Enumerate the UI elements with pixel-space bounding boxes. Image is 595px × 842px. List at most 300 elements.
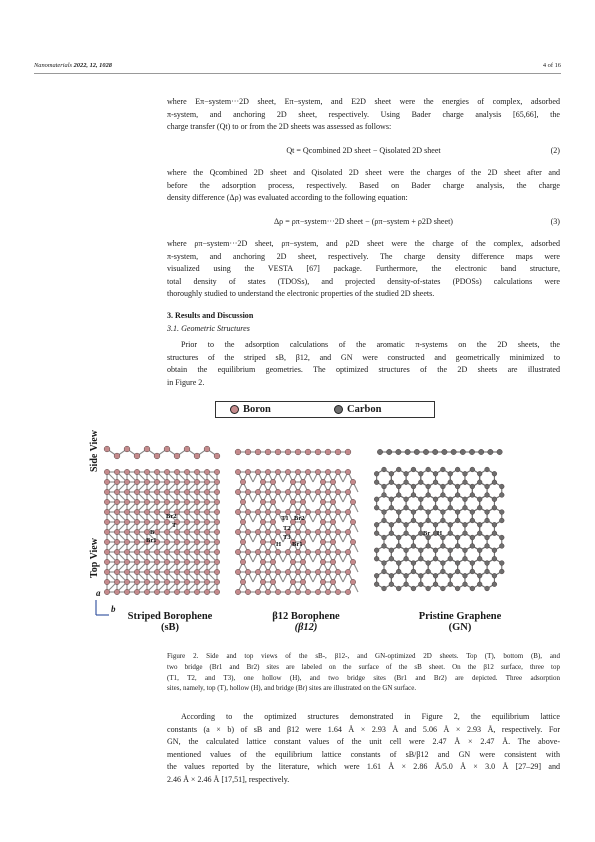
carbon-atom	[426, 493, 431, 498]
caption-line: sites, namely, top (T), hollow (H), and bridge (Br) sites are illustrated on the GN surface.	[167, 684, 417, 693]
boron-atom	[335, 549, 340, 554]
carbon-atom	[470, 484, 475, 489]
boron-atom	[214, 469, 219, 474]
boron-atom	[255, 469, 260, 474]
carbon-atom	[411, 535, 416, 540]
boron-atom	[114, 539, 119, 544]
boron-atom	[104, 479, 109, 484]
boron-atom	[204, 479, 209, 484]
figure-2	[80, 398, 565, 648]
carbon-atom	[377, 449, 382, 454]
text-line: density difference (Δρ) was evaluated according to the following equation:	[167, 193, 408, 203]
boron-atom	[325, 489, 330, 494]
carbon-atom	[418, 471, 423, 476]
carbon-atom	[477, 497, 482, 502]
boron-atom	[235, 529, 240, 534]
boron-atom	[320, 499, 325, 504]
boron-atom	[245, 549, 250, 554]
boron-atom	[174, 589, 179, 594]
boron-atom	[174, 489, 179, 494]
boron-atom	[194, 453, 200, 459]
boron-atom	[124, 479, 129, 484]
carbon-atom	[455, 586, 460, 591]
legend-item-boron	[230, 404, 271, 415]
boron-atom	[335, 449, 341, 455]
text-line: structures of the striped sB, β12, and GN were constructed and geometrically minimized to	[167, 352, 560, 362]
carbon-atom	[477, 573, 482, 578]
carbon-atom	[433, 573, 438, 578]
site-label: Br	[423, 530, 431, 537]
carbon-atom	[455, 544, 460, 549]
boron-atom	[245, 449, 251, 455]
boron-atom	[214, 579, 219, 584]
boron-atom	[300, 559, 305, 564]
text-line: constants (a × b) of sB and β12 were 1.64 Å × 2.93 Å and 5.06 Å × 2.93 Å, respectively. For	[167, 724, 560, 734]
carbon-atom	[382, 493, 387, 498]
text-line: GN, the calculated lattice constant values of the unit cell were 2.47 Å × 2.47 Å. The above-	[167, 737, 560, 747]
text-line: thoroughly studied to understand the electronic properties of the studied 2D sheets.	[167, 289, 435, 299]
boron-atom	[330, 539, 335, 544]
carbon-atom	[492, 556, 497, 561]
boron-atom	[350, 579, 355, 584]
carbon-atom	[440, 586, 445, 591]
boron-atom	[204, 549, 209, 554]
carbon-atom	[455, 484, 460, 489]
carbon-atom	[389, 522, 394, 527]
boron-atom	[270, 559, 275, 564]
boron-atom	[345, 449, 351, 455]
equation-2	[167, 146, 560, 158]
carbon-atom	[448, 548, 453, 553]
carbon-atom	[426, 586, 431, 591]
carbon-atom	[463, 497, 468, 502]
boron-atom	[204, 559, 209, 564]
carbon-atom	[470, 586, 475, 591]
text-line: where Eπ−system···2D sheet, Eπ−system, and E2D sheet were the energies of complex, adsorbed	[167, 97, 560, 106]
boron-atom	[305, 469, 310, 474]
boron-atom	[305, 509, 310, 514]
carbon-atom	[374, 471, 379, 476]
boron-atom	[290, 559, 295, 564]
boron-atom	[114, 509, 119, 514]
boron-atom	[204, 446, 210, 452]
carbon-atom	[463, 471, 468, 476]
boron-atom	[174, 499, 179, 504]
text-line: obtain the equilibrium geometries. The optimized structures of the 2D sheets are illustrated	[167, 365, 560, 375]
boron-atom	[214, 529, 219, 534]
boron-atom	[255, 569, 260, 574]
boron-atom	[305, 449, 311, 455]
site-label: B	[150, 529, 155, 536]
boron-atom	[320, 579, 325, 584]
boron-atom	[184, 489, 189, 494]
boron-atom	[330, 479, 335, 484]
text-line: 2.46 Å × 2.46 Å [17,51], respectively.	[167, 774, 290, 784]
boron-atom	[240, 519, 245, 524]
axis-b-label: b	[111, 604, 116, 614]
carbon-atom	[389, 582, 394, 587]
boron-atom	[114, 529, 119, 534]
boron-atom	[154, 479, 159, 484]
legend-item-carbon	[334, 404, 381, 415]
carbon-atom	[382, 544, 387, 549]
boron-atom	[164, 589, 169, 594]
panel-title-sb: Striped Borophene (sB)	[127, 611, 213, 633]
carbon-atom	[418, 497, 423, 502]
carbon-atom	[470, 518, 475, 523]
carbon-atom	[499, 561, 504, 566]
boron-atom	[335, 529, 340, 534]
carbon-atom	[396, 569, 401, 574]
carbon-atom	[433, 556, 438, 561]
carbon-atom	[433, 505, 438, 510]
boron-atom	[325, 449, 331, 455]
carbon-atom	[463, 582, 468, 587]
boron-atom	[114, 499, 119, 504]
carbon-atom	[418, 480, 423, 485]
carbon-atom	[477, 582, 482, 587]
carbon-atom	[477, 531, 482, 536]
carbon-atom	[463, 522, 468, 527]
boron-atom	[325, 529, 330, 534]
text-line: According to the optimized structures demonstrated in Figure 2, the equilibrium lattice	[181, 712, 560, 721]
boron-atom	[194, 579, 199, 584]
boron-atom	[174, 479, 179, 484]
boron-atom	[114, 579, 119, 584]
carbon-atom	[414, 449, 419, 454]
boron-atom	[104, 569, 109, 574]
boron-atom	[144, 469, 149, 474]
boron-atom	[345, 589, 350, 594]
carbon-atom	[396, 484, 401, 489]
carbon-atom	[470, 561, 475, 566]
carbon-atom	[440, 518, 445, 523]
boron-atom	[285, 509, 290, 514]
boron-atom	[285, 449, 291, 455]
boron-atom	[335, 589, 340, 594]
boron-atom	[144, 499, 149, 504]
boron-atom	[194, 559, 199, 564]
boron-atom	[204, 519, 209, 524]
carbon-atom	[382, 586, 387, 591]
boron-atom	[315, 489, 320, 494]
boron-atom	[124, 509, 129, 514]
boron-atom	[144, 589, 149, 594]
boron-atom	[300, 579, 305, 584]
boron-atom	[240, 579, 245, 584]
paragraph-energy-definitions	[167, 96, 560, 134]
boron-atom	[350, 559, 355, 564]
boron-atom	[104, 499, 109, 504]
equation-number: (3)	[550, 217, 560, 226]
boron-atom	[275, 469, 280, 474]
text-line: total density of states (TDOSs), and projected density-of-states (PDOSs) calculations were	[167, 276, 560, 286]
carbon-atom	[469, 449, 474, 454]
carbon-atom	[499, 535, 504, 540]
journal-citation: Nanomaterials 2022, 12, 1028	[34, 62, 112, 69]
boron-atom	[134, 469, 139, 474]
caption-line: two bridge (Br1 and Br2) sites are labeled on the surface of the sB sheet. On the β12 surface, three top	[167, 662, 560, 671]
site-label: Br1	[146, 537, 157, 544]
boron-atom	[270, 539, 275, 544]
boron-atom	[194, 479, 199, 484]
carbon-atom	[470, 510, 475, 515]
site-label: T2	[283, 525, 291, 532]
boron-atom	[204, 509, 209, 514]
carbon-atom	[396, 467, 401, 472]
boron-atom	[194, 569, 199, 574]
carbon-atom-icon	[334, 405, 343, 414]
boron-atom	[164, 479, 169, 484]
boron-atom	[134, 559, 139, 564]
carbon-atom	[433, 497, 438, 502]
carbon-atom	[411, 510, 416, 515]
boron-atom	[305, 589, 310, 594]
carbon-atom	[463, 548, 468, 553]
boron-atom	[174, 529, 179, 534]
boron-atom	[114, 489, 119, 494]
boron-atom	[295, 509, 300, 514]
paragraph-lattice-constants	[167, 711, 560, 787]
boron-atom	[124, 539, 129, 544]
boron-atom	[325, 509, 330, 514]
boron-atom	[255, 489, 260, 494]
boron-atom	[315, 469, 320, 474]
boron-atom	[104, 589, 109, 594]
carbon-atom	[396, 535, 401, 540]
boron-atom	[144, 529, 149, 534]
boron-atom	[164, 559, 169, 564]
carbon-atom	[497, 449, 502, 454]
boron-atom	[144, 479, 149, 484]
boron-atom	[144, 519, 149, 524]
carbon-atom	[499, 510, 504, 515]
carbon-atom	[463, 556, 468, 561]
carbon-atom	[426, 484, 431, 489]
carbon-atom	[485, 535, 490, 540]
carbon-atom	[440, 510, 445, 515]
boron-atom	[154, 529, 159, 534]
boron-atom	[335, 489, 340, 494]
boron-atom	[104, 489, 109, 494]
boron-atom	[235, 569, 240, 574]
boron-atom	[104, 529, 109, 534]
carbon-atom	[448, 497, 453, 502]
carbon-atom	[477, 505, 482, 510]
boron-atom	[330, 519, 335, 524]
boron-atom	[144, 569, 149, 574]
boron-atom	[315, 509, 320, 514]
carbon-atom	[448, 505, 453, 510]
boron-atom	[295, 569, 300, 574]
site-label: T3	[283, 534, 291, 541]
boron-atom	[124, 529, 129, 534]
carbon-atom	[485, 493, 490, 498]
boron-atom	[350, 539, 355, 544]
boron-atom	[154, 549, 159, 554]
boron-atom	[134, 589, 139, 594]
axis-a-label: a	[96, 588, 101, 598]
boron-atom	[194, 489, 199, 494]
text-line: where the Qcombined 2D sheet and Qisolated 2D sheet were the charges of the 2D sheet after and	[167, 168, 560, 177]
boron-atom	[305, 489, 310, 494]
carbon-atom	[440, 561, 445, 566]
carbon-atom	[389, 505, 394, 510]
boron-atom	[214, 453, 220, 459]
boron-atom	[290, 579, 295, 584]
boron-atom	[300, 499, 305, 504]
boron-atom	[305, 549, 310, 554]
boron-atom	[325, 549, 330, 554]
carbon-atom	[396, 561, 401, 566]
text-line: Prior to the adsorption calculations of the aromatic π-systems on the 2D sheets, the	[181, 340, 560, 349]
boron-atom	[275, 489, 280, 494]
carbon-atom	[382, 561, 387, 566]
carbon-atom	[423, 449, 428, 454]
boron-atom	[194, 539, 199, 544]
site-label: T1	[281, 515, 289, 522]
carbon-atom	[470, 493, 475, 498]
site-label: H	[437, 530, 443, 537]
boron-atom	[114, 569, 119, 574]
carbon-atom	[455, 493, 460, 498]
boron-atom	[270, 479, 275, 484]
carbon-atom	[477, 471, 482, 476]
boron-atom	[194, 509, 199, 514]
boron-atom	[325, 569, 330, 574]
carbon-atom	[404, 573, 409, 578]
carbon-atom	[492, 505, 497, 510]
carbon-atom	[389, 497, 394, 502]
carbon-atom	[463, 480, 468, 485]
boron-atom	[204, 469, 209, 474]
boron-atom	[260, 559, 265, 564]
boron-atom	[265, 549, 270, 554]
boron-atom	[144, 509, 149, 514]
text-line: π-system, and anchoring 2D sheet, respectively. Using Bader charge analysis [65,66], the	[167, 109, 560, 119]
carbon-atom	[411, 467, 416, 472]
boron-atom	[255, 449, 261, 455]
carbon-atom	[374, 548, 379, 553]
boron-atom	[204, 489, 209, 494]
boron-atom	[245, 589, 250, 594]
carbon-atom	[404, 497, 409, 502]
carbon-atom	[404, 480, 409, 485]
boron-atom	[330, 579, 335, 584]
boron-atom	[265, 589, 270, 594]
boron-atom	[285, 589, 290, 594]
carbon-atom	[455, 535, 460, 540]
boron-atom	[214, 589, 219, 594]
boron-atom	[104, 509, 109, 514]
carbon-atom	[433, 480, 438, 485]
boron-atom	[270, 519, 275, 524]
boron-atom	[315, 569, 320, 574]
carbon-atom	[404, 548, 409, 553]
carbon-atom	[418, 573, 423, 578]
carbon-atom	[499, 569, 504, 574]
carbon-atom	[448, 480, 453, 485]
boron-atom	[184, 446, 190, 452]
boron-atom	[315, 589, 320, 594]
carbon-atom	[455, 510, 460, 515]
carbon-atom	[448, 556, 453, 561]
carbon-atom	[448, 471, 453, 476]
carbon-atom	[492, 531, 497, 536]
boron-atom	[194, 469, 199, 474]
boron-atom	[285, 469, 290, 474]
boron-atom	[275, 509, 280, 514]
boron-atom	[335, 469, 340, 474]
carbon-atom	[470, 544, 475, 549]
boron-atom	[320, 559, 325, 564]
boron-atom	[330, 559, 335, 564]
carbon-atom	[374, 505, 379, 510]
boron-atom	[114, 469, 119, 474]
carbon-atom	[477, 522, 482, 527]
carbon-atom	[485, 467, 490, 472]
boron-atom	[184, 529, 189, 534]
boron-atom	[260, 539, 265, 544]
boron-atom	[114, 479, 119, 484]
carbon-atom	[433, 449, 438, 454]
carbon-atom	[440, 493, 445, 498]
boron-atom	[184, 549, 189, 554]
boron-atom	[265, 449, 271, 455]
boron-atom	[335, 569, 340, 574]
carbon-atom	[411, 561, 416, 566]
boron-atom	[154, 559, 159, 564]
boron-atom	[154, 469, 159, 474]
boron-atom	[235, 449, 241, 455]
boron-atom	[325, 469, 330, 474]
boron-atom	[134, 539, 139, 544]
boron-atom	[240, 499, 245, 504]
boron-atom	[104, 559, 109, 564]
boron-atom	[154, 519, 159, 524]
boron-atom	[114, 453, 120, 459]
carbon-atom	[440, 544, 445, 549]
boron-atom	[295, 489, 300, 494]
boron-atom	[164, 529, 169, 534]
boron-atom	[255, 549, 260, 554]
boron-atom	[235, 589, 240, 594]
boron-atom	[164, 469, 169, 474]
boron-atom	[260, 479, 265, 484]
boron-atom	[214, 539, 219, 544]
boron-atom	[144, 559, 149, 564]
carbon-atom	[448, 582, 453, 587]
carbon-atom	[499, 493, 504, 498]
boron-atom	[124, 469, 129, 474]
boron-atom	[144, 489, 149, 494]
boron-atom	[295, 529, 300, 534]
boron-atom	[184, 589, 189, 594]
carbon-atom	[433, 471, 438, 476]
boron-atom	[245, 469, 250, 474]
carbon-atom	[470, 467, 475, 472]
boron-atom	[235, 489, 240, 494]
carbon-atom	[477, 548, 482, 553]
carbon-atom	[440, 467, 445, 472]
paragraph-charge-density	[167, 238, 560, 301]
carbon-atom	[440, 569, 445, 574]
boron-atom	[144, 579, 149, 584]
boron-atom	[315, 529, 320, 534]
carbon-atom	[418, 522, 423, 527]
boron-atom	[275, 569, 280, 574]
boron-atom	[194, 529, 199, 534]
